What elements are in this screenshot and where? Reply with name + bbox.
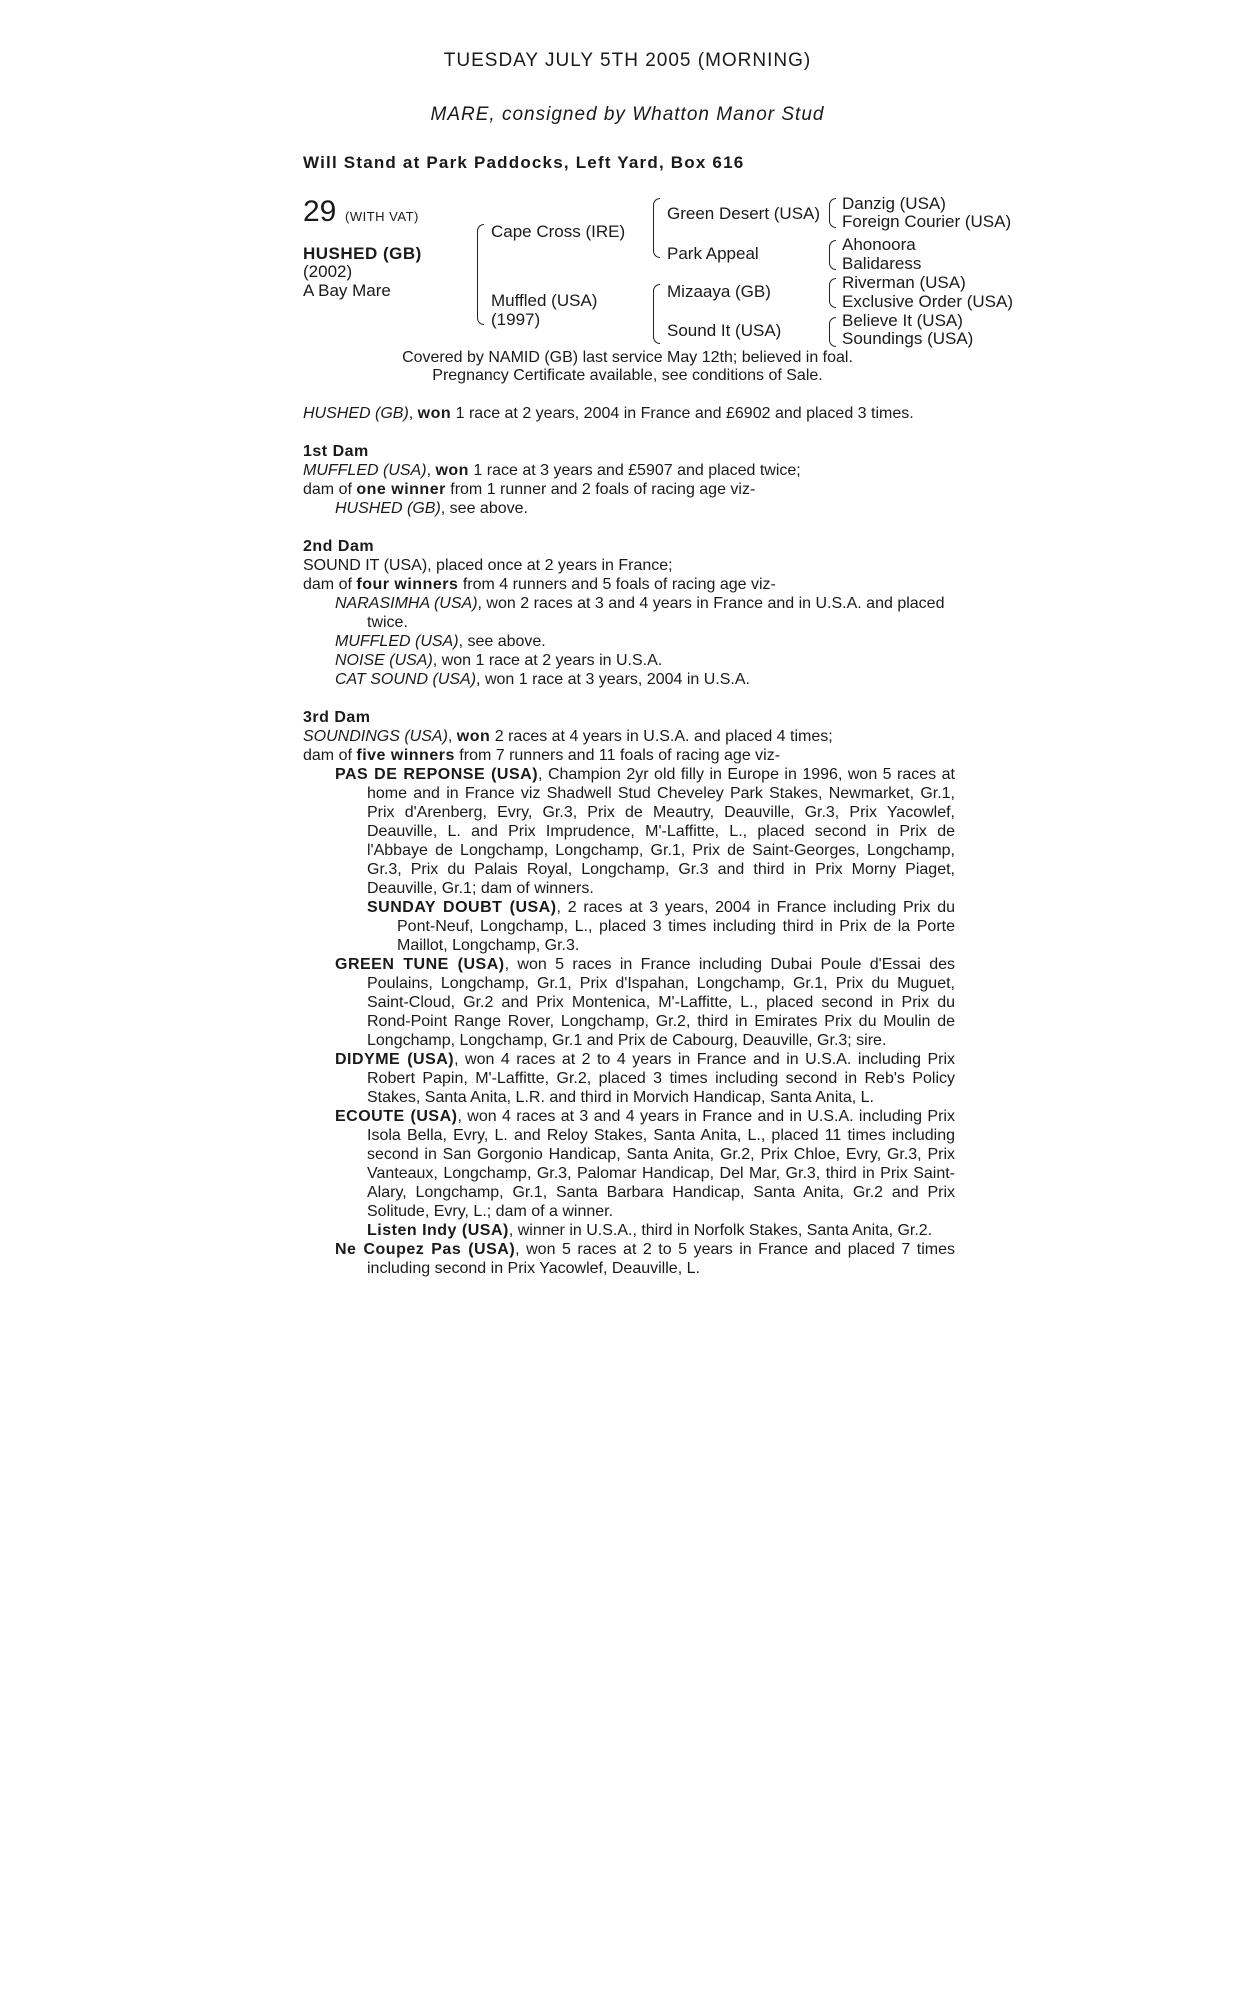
dam2-line: SOUND IT (USA), placed once at 2 years in France; bbox=[303, 557, 673, 574]
dam3-progeny-5 bbox=[335, 1240, 955, 1278]
sale-date: TUESDAY JULY 5TH 2005 (MORNING) bbox=[443, 50, 812, 71]
dam3-dam-of-post: from 7 runners and 11 foals of racing age viz- bbox=[454, 747, 781, 764]
progeny-text: , Champion 2yr old filly in Europe in 1996, won 5 races at home and in France viz Shadwell Stud Cheveley Park Stakes, Newmarket, Gr.1, Prix d'Arenberg, Evry, Gr.3, Prix de Meautry, Deauville, Gr.3, Prix Yacowlef, Deauville, L. and Prix Imprudence, M'-Laffitte, L., placed second in Prix de l'Abbaye de Longchamp, Longchamp, Gr.1, Prix de Saint-Georges, Longchamp, Gr.3, Prix du Palais Royal, Longchamp, Gr.3 and third in Prix Morny Piaget, Deauville, Gr.1; dam of winners. bbox=[367, 766, 955, 897]
dam3-text: 2 races at 4 years in U.S.A. and placed 4 times; bbox=[490, 728, 833, 745]
progeny-text: , won 4 races at 2 to 4 years in France and in U.S.A. including Prix Robert Papin, M'-Laffitte, Gr.2, placed 3 times including second in Reb's Policy Stakes, Santa Anita, L.R. and third in Morvich Handicap, Santa Anita, L. bbox=[367, 1051, 956, 1106]
progeny-text: , won 4 races at 3 and 4 years in France and in U.S.A. including Prix Isola Bella, Evry, L. and Reloy Stakes, Santa Anita, L., placed 11 times including second in San Gorgonio Handicap, Santa Anita, Gr.2, Prix Chloe, Evry, Gr.3, Prix Vanteaux, Longchamp, Gr.3, Palomar Handicap, Del Mar, Gr.3, third in Prix Saint-Alary, Longchamp, Gr.1, Santa Barbara Handicap, Santa Anita, Gr.2 and Prix Solitude, Evry, L.; dam of a winner. bbox=[367, 1108, 955, 1220]
pedigree-dam-dam: Sound It (USA) bbox=[667, 321, 782, 340]
pedigree-brace-top bbox=[477, 224, 484, 271]
record-line: HUSHED (GB), won 1 race at 2 years, 2004 in France and £6902 and placed 3 times. bbox=[303, 405, 914, 422]
progeny-name: Ne Coupez Pas (USA) bbox=[335, 1241, 516, 1258]
brace-g2 bbox=[829, 240, 836, 270]
dam3-won: won bbox=[456, 728, 491, 745]
progeny-text: , won 1 race at 3 years, 2004 in U.S.A. bbox=[476, 671, 750, 688]
dam3-progeny-4a bbox=[367, 1221, 955, 1240]
dam1-winners: one winner bbox=[356, 481, 446, 498]
dam1-dam-of-pre: dam of bbox=[303, 481, 357, 498]
lot-description: A Bay Mare bbox=[303, 281, 391, 300]
dam1-dam-of-post: from 1 runner and 2 foals of racing age viz- bbox=[445, 481, 756, 498]
dam3-dam-of bbox=[303, 746, 955, 765]
pedigree-g3: Ahonoora bbox=[842, 235, 916, 254]
dam3-dam-of-pre: dam of bbox=[303, 747, 357, 764]
progeny-name: NARASIMHA (USA) bbox=[335, 595, 478, 612]
pedigree-g5: Riverman (USA) bbox=[842, 273, 966, 292]
progeny-name: ECOUTE (USA) bbox=[335, 1108, 458, 1125]
progeny-name: PAS DE REPONSE (USA) bbox=[335, 766, 539, 783]
progeny-text: , won 1 race at 2 years in U.S.A. bbox=[432, 652, 663, 669]
location-line: Will Stand at Park Paddocks, Left Yard, Box 616 bbox=[303, 153, 745, 172]
dam3-progeny-1 bbox=[335, 765, 955, 898]
covering-line-1: Covered by NAMID (GB) last service May 12th; believed in foal. bbox=[402, 349, 853, 366]
dam1-name: MUFFLED (USA) bbox=[303, 462, 427, 479]
dam2-dam-of-pre: dam of bbox=[303, 576, 357, 593]
record-won: won bbox=[417, 405, 452, 422]
progeny-text: , winner in U.S.A., third in Norfolk Stakes, Santa Anita, Gr.2. bbox=[508, 1222, 933, 1239]
brace-g4 bbox=[829, 317, 836, 347]
progeny-text: , 2 races at 3 years, 2004 in France including Prix du Pont-Neuf, Longchamp, L., placed 3 times including third in Prix de la Porte Maillot, Longchamp, Gr.3. bbox=[397, 899, 955, 954]
dam2-winners: four winners bbox=[356, 576, 459, 593]
dam1-heading: 1st Dam bbox=[303, 443, 369, 460]
dam1-dam-of bbox=[303, 480, 955, 499]
progeny-name: MUFFLED (USA) bbox=[335, 633, 459, 650]
consignment-line: MARE, consigned by Whatton Manor Stud bbox=[430, 104, 825, 125]
dam1-progeny-1 bbox=[335, 499, 955, 518]
dam3-progeny-4 bbox=[335, 1107, 955, 1221]
dam3-line: SOUNDINGS (USA), won 2 races at 4 years in U.S.A. and placed 4 times; bbox=[303, 728, 833, 745]
progeny-text: , won 5 races in France including Dubai Poule d'Essai des Poulains, Longchamp, Gr.1, Prix d'Ispahan, Longchamp, Gr.1, Prix du Muguet, Saint-Cloud, Gr.2 and Prix Montenica, M'-Laffitte, L., placed second in Prix du Rond-Point Range Rover, Longchamp, Gr.2, third in Emirates Prix du Moulin de Longchamp, Longchamp, Gr.1 and Prix de Cabourg, Deauville, Gr.3; sire. bbox=[367, 956, 956, 1049]
dam3-progeny-2 bbox=[335, 955, 955, 1050]
progeny-text: , see above. bbox=[440, 500, 528, 517]
dam1-won: won bbox=[435, 462, 469, 479]
progeny-text: , won 5 races at 2 to 5 years in France and placed 7 times including second in Prix Yacowlef, Deauville, L. bbox=[367, 1241, 955, 1277]
dam3-name: SOUNDINGS (USA) bbox=[303, 728, 448, 745]
progeny-name: Listen Indy (USA) bbox=[367, 1222, 509, 1239]
pedigree-g1: Danzig (USA) bbox=[842, 194, 946, 213]
pedigree-dam-sire: Mizaaya (GB) bbox=[667, 282, 771, 301]
record-text: 1 race at 2 years, 2004 in France and £6902 and placed 3 times. bbox=[451, 405, 914, 422]
pedigree-g6: Exclusive Order (USA) bbox=[842, 292, 1013, 311]
progeny-name: SUNDAY DOUBT (USA) bbox=[367, 899, 557, 916]
pedigree-dam-year: (1997) bbox=[491, 310, 541, 329]
dam2-progeny-3 bbox=[335, 651, 955, 670]
progeny-name: DIDYME (USA) bbox=[335, 1051, 455, 1068]
dam2-progeny-2 bbox=[335, 632, 955, 651]
progeny-name: NOISE (USA) bbox=[335, 652, 433, 669]
pedigree-g2: Foreign Courier (USA) bbox=[842, 212, 1012, 231]
dam3-progeny-1a bbox=[367, 898, 955, 955]
sire-line-brace bbox=[653, 198, 660, 258]
dam-line-brace bbox=[653, 284, 660, 344]
dam2-dam-of-post: from 4 runners and 5 foals of racing age viz- bbox=[458, 576, 776, 593]
dam2-progeny-4 bbox=[335, 670, 955, 689]
progeny-text: , won 2 races at 3 and 4 years in France and in U.S.A. and placed twice. bbox=[367, 595, 945, 631]
dam3-winners: five winners bbox=[356, 747, 455, 764]
record-name: HUSHED (GB) bbox=[303, 405, 409, 422]
pedigree-sire-dam: Park Appeal bbox=[667, 244, 759, 263]
dam3-heading: 3rd Dam bbox=[303, 709, 371, 726]
pedigree-g8: Soundings (USA) bbox=[842, 329, 974, 348]
progeny-name: GREEN TUNE (USA) bbox=[335, 956, 505, 973]
progeny-name: CAT SOUND (USA) bbox=[335, 671, 477, 688]
pedigree-notes bbox=[303, 404, 955, 1278]
pedigree-sire-sire: Green Desert (USA) bbox=[667, 204, 821, 223]
dam1-text: 1 race at 3 years and £5907 and placed twice; bbox=[468, 462, 801, 479]
brace-g3 bbox=[829, 278, 836, 308]
lot-number: 29 bbox=[303, 195, 337, 228]
pedigree-brace-bottom bbox=[477, 270, 484, 325]
pedigree-sire: Cape Cross (IRE) bbox=[491, 222, 626, 241]
pedigree-g7: Believe It (USA) bbox=[842, 311, 963, 330]
lot-name: HUSHED (GB) bbox=[303, 244, 422, 263]
dam2-dam-of bbox=[303, 575, 955, 594]
dam1-line: MUFFLED (USA), won 1 race at 3 years and £5907 and placed twice; bbox=[303, 462, 801, 479]
pedigree-g4: Balidaress bbox=[842, 254, 922, 273]
dam2-heading: 2nd Dam bbox=[303, 538, 375, 555]
lot-year: (2002) bbox=[303, 262, 353, 281]
progeny-name: HUSHED (GB) bbox=[335, 500, 441, 517]
brace-g1 bbox=[829, 198, 836, 228]
progeny-text: , see above. bbox=[458, 633, 546, 650]
covering-line-2: Pregnancy Certificate available, see conditions of Sale. bbox=[432, 367, 823, 384]
dam3-progeny-3 bbox=[335, 1050, 955, 1107]
dam2-progeny-1 bbox=[335, 594, 955, 632]
vat-note: (WITH VAT) bbox=[345, 209, 419, 224]
pedigree-dam: Muffled (USA) bbox=[491, 291, 598, 310]
